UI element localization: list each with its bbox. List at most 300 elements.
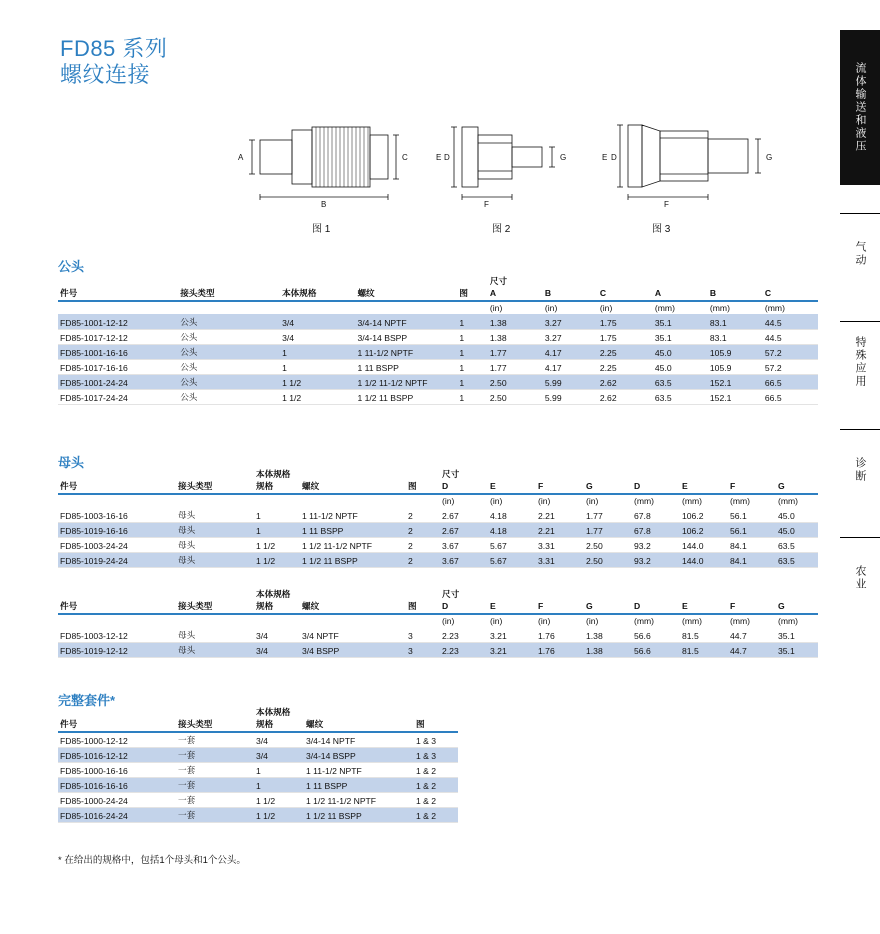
cell-thread: 1 1/2 11 BSPP: [300, 552, 406, 567]
cell-c-in: 2.62: [598, 374, 653, 389]
cell-e-in: 5.67: [488, 552, 536, 567]
section-heading-female: 母头: [58, 455, 85, 470]
cell-part: FD85-1001-24-24: [58, 374, 178, 389]
cell-d-mm: 67.8: [632, 522, 680, 537]
table-row: [58, 344, 818, 359]
table-female2-header-row: [58, 600, 818, 612]
cell-thread: 1 11-1/2 NPTF: [300, 507, 406, 522]
cell-c-in: 2.25: [598, 359, 653, 374]
cell-part: FD85-1016-16-16: [58, 778, 176, 793]
female-col-size-top: 本体规格: [256, 469, 291, 479]
side-tab-special-label: 特殊应用: [854, 335, 866, 388]
cell-size: 1: [254, 763, 304, 778]
page-title: [60, 36, 167, 88]
cell-part: FD85-1019-24-24: [58, 552, 176, 567]
page-title-series: FD85 系列: [60, 36, 168, 61]
page-title-subtitle: 螺纹连接: [60, 62, 151, 87]
cell-f-in: 1.76: [536, 642, 584, 657]
cell-b-in: 5.99: [543, 374, 598, 389]
figure2-label-e: E: [436, 153, 442, 162]
kits-col-fig: 图: [416, 719, 425, 729]
cell-a-in: 1.38: [488, 329, 543, 344]
female-col-part: 件号: [60, 481, 78, 491]
cell-e-in: 4.18: [488, 522, 536, 537]
table-row: [58, 374, 818, 389]
cell-f-in: 2.21: [536, 507, 584, 522]
table-female-header-row: [58, 480, 818, 492]
cell-fig: 1: [457, 329, 488, 344]
table-kits: [58, 706, 458, 823]
figure2-label-f: F: [484, 200, 489, 209]
male-dim-group-label: 尺寸: [489, 276, 508, 286]
kits-col-size: 规格: [256, 719, 274, 729]
female-col-g-in: G: [586, 481, 593, 491]
cell-thread: 1 11 BSPP: [300, 522, 406, 537]
female-col-thread: 螺纹: [302, 481, 320, 491]
female-unit-f-in: (in): [538, 496, 551, 506]
table-row: [58, 793, 458, 808]
cell-thread: 1 1/2 11-1/2 NPTF: [300, 537, 406, 552]
cell-f-in: 3.31: [536, 552, 584, 567]
female-col-f-in: F: [538, 481, 544, 491]
table-row: [58, 507, 818, 522]
female-unit-g-mm: (mm): [778, 496, 799, 506]
cell-d-mm: 67.8: [632, 507, 680, 522]
cell-size: 1 1/2: [280, 374, 355, 389]
cell-type: 公头: [178, 329, 280, 344]
male-col-fig: 图: [459, 288, 468, 298]
table-row: [58, 522, 818, 537]
cell-type: 一套: [176, 763, 254, 778]
cell-thread: 1 11 BSPP: [304, 778, 414, 793]
figure1-label-a: A: [238, 153, 244, 162]
table-male-header-row: [58, 287, 818, 299]
cell-type: 母头: [176, 522, 254, 537]
table-row: [58, 314, 818, 329]
table-kits-header-row: [58, 718, 458, 730]
female2-unit-f-in: (in): [538, 616, 551, 626]
male-unit-b-mm: (mm): [709, 303, 730, 313]
cell-fig: 1: [457, 314, 488, 329]
female2-col-thread: 螺纹: [302, 601, 320, 611]
cell-b-mm: 152.1: [708, 389, 763, 404]
cell-type: 一套: [176, 748, 254, 763]
cell-a-in: 1.77: [488, 344, 543, 359]
cell-fig: 1: [457, 374, 488, 389]
figure3-caption: 图 3: [652, 224, 671, 235]
female-col-size: 规格: [256, 481, 274, 491]
cell-b-in: 4.17: [543, 344, 598, 359]
cell-g-mm: 35.1: [776, 642, 818, 657]
cell-e-in: 4.18: [488, 507, 536, 522]
table-female2-units-row: [58, 614, 818, 627]
cell-fig: 2: [406, 522, 440, 537]
cell-fig: 1: [457, 359, 488, 374]
cell-fig: 1: [457, 344, 488, 359]
cell-g-in: 2.50: [584, 537, 632, 552]
figure3-label-g: G: [766, 153, 773, 162]
cell-thread: 3/4 BSPP: [300, 642, 406, 657]
female2-col-fig: 图: [408, 601, 417, 611]
female2-col-d-mm: D: [634, 601, 641, 611]
female2-col-g-mm: G: [778, 601, 785, 611]
cell-size: 1: [280, 359, 355, 374]
cell-size: 1 1/2: [254, 793, 304, 808]
table-row: [58, 732, 458, 748]
cell-type: 母头: [176, 507, 254, 522]
section-heading-kits: 完整套件*: [58, 693, 116, 708]
figure1-label-b: B: [321, 200, 327, 209]
cell-thread: 1 11 BSPP: [355, 359, 457, 374]
female-unit-g-in: (in): [586, 496, 599, 506]
cell-a-in: 1.77: [488, 359, 543, 374]
cell-c-mm: 66.5: [763, 389, 818, 404]
cell-e-in: 3.21: [488, 627, 536, 642]
cell-c-in: 2.62: [598, 389, 653, 404]
cell-c-mm: 44.5: [763, 314, 818, 329]
cell-fig: 3: [406, 627, 440, 642]
female2-unit-g-mm: (mm): [778, 616, 799, 626]
cell-e-mm: 81.5: [680, 627, 728, 642]
female-col-e-mm: E: [682, 481, 688, 491]
cell-d-in: 2.67: [440, 507, 488, 522]
cell-g-mm: 45.0: [776, 507, 818, 522]
cell-g-in: 1.77: [584, 507, 632, 522]
cell-d-mm: 93.2: [632, 537, 680, 552]
male-col-c-mm: C: [764, 288, 772, 298]
cell-fig: 2: [406, 507, 440, 522]
cell-part: FD85-1001-12-12: [58, 314, 178, 329]
side-tab-agriculture-label: 农业: [854, 564, 866, 591]
cell-f-mm: 84.1: [728, 552, 776, 567]
male-col-a-mm: A: [654, 288, 662, 298]
cell-g-in: 2.50: [584, 552, 632, 567]
female-unit-e-mm: (mm): [682, 496, 703, 506]
female-unit-e-in: (in): [490, 496, 503, 506]
male-unit-c-mm: (mm): [764, 303, 785, 313]
side-tab-hydraulic[interactable]: [840, 30, 880, 185]
figure1-label-c: C: [402, 153, 408, 162]
female2-dim-group-label: 尺寸: [442, 589, 460, 599]
cell-f-mm: 44.7: [728, 627, 776, 642]
table-female-secondary: [58, 588, 818, 658]
cell-size: 3/4: [280, 329, 355, 344]
cell-thread: 3/4-14 BSPP: [304, 748, 414, 763]
cell-size: 1: [280, 344, 355, 359]
cell-fig: 1 & 2: [414, 778, 458, 793]
cell-e-mm: 81.5: [680, 642, 728, 657]
cell-b-in: 5.99: [543, 389, 598, 404]
cell-size: 1: [254, 507, 300, 522]
cell-d-in: 2.67: [440, 522, 488, 537]
cell-a-mm: 35.1: [653, 314, 708, 329]
cell-d-mm: 93.2: [632, 552, 680, 567]
cell-fig: 2: [406, 537, 440, 552]
cell-g-mm: 63.5: [776, 537, 818, 552]
cell-g-in: 1.38: [584, 642, 632, 657]
cell-type: 母头: [176, 642, 254, 657]
cell-size: 3/4: [254, 642, 300, 657]
cell-a-in: 2.50: [488, 389, 543, 404]
cell-g-in: 1.77: [584, 522, 632, 537]
figure3-label-d: D: [611, 153, 617, 162]
female2-unit-d-mm: (mm): [634, 616, 655, 626]
table-row: [58, 763, 458, 778]
side-tab-pneumatic[interactable]: [840, 213, 880, 293]
cell-thread: 3/4-14 NPTF: [355, 314, 457, 329]
cell-thread: 1 1/2 11 BSPP: [355, 389, 457, 404]
cell-e-in: 5.67: [488, 537, 536, 552]
cell-type: 公头: [178, 389, 280, 404]
female-unit-f-mm: (mm): [730, 496, 751, 506]
male-col-type: 接头类型: [180, 288, 215, 298]
cell-part: FD85-1017-16-16: [58, 359, 178, 374]
cell-e-mm: 106.2: [680, 522, 728, 537]
male-col-c-in: C: [599, 288, 607, 298]
cell-f-mm: 44.7: [728, 642, 776, 657]
male-col-size: 本体规格: [282, 288, 317, 298]
cell-c-in: 1.75: [598, 314, 653, 329]
male-col-a-in: A: [489, 288, 497, 298]
male-col-thread: 螺纹: [357, 288, 375, 298]
cell-part: FD85-1001-16-16: [58, 344, 178, 359]
cell-g-mm: 45.0: [776, 522, 818, 537]
figure3-label-f: F: [664, 200, 669, 209]
cell-size: 1 1/2: [254, 537, 300, 552]
table-row: [58, 642, 818, 657]
cell-f-in: 3.31: [536, 537, 584, 552]
cell-d-in: 2.23: [440, 642, 488, 657]
female2-col-size-top: 本体规格: [256, 589, 291, 599]
cell-size: 3/4: [254, 748, 304, 763]
side-tab-diagnostic[interactable]: [840, 429, 880, 509]
cell-part: FD85-1016-24-24: [58, 808, 176, 823]
table-female-units-row: [58, 494, 818, 507]
female2-unit-g-in: (in): [586, 616, 599, 626]
figure1-caption: 图 1: [312, 224, 331, 235]
cell-part: FD85-1017-24-24: [58, 389, 178, 404]
female-col-e-in: E: [490, 481, 496, 491]
cell-e-mm: 106.2: [680, 507, 728, 522]
cell-c-mm: 44.5: [763, 329, 818, 344]
male-unit-b-in: (in): [544, 303, 558, 313]
cell-f-in: 1.76: [536, 627, 584, 642]
cell-thread: 1 11-1/2 NPTF: [304, 763, 414, 778]
cell-type: 公头: [178, 359, 280, 374]
cell-b-mm: 152.1: [708, 374, 763, 389]
cell-b-in: 3.27: [543, 314, 598, 329]
cell-part: FD85-1000-24-24: [58, 793, 176, 808]
cell-fig: 1: [457, 389, 488, 404]
cell-fig: 2: [406, 552, 440, 567]
table-row: [58, 389, 818, 404]
cell-fig: 1 & 2: [414, 808, 458, 823]
cell-b-in: 4.17: [543, 359, 598, 374]
cell-b-mm: 83.1: [708, 329, 763, 344]
figure2-caption: 图 2: [492, 224, 511, 235]
cell-thread: 1 1/2 11-1/2 NPTF: [355, 374, 457, 389]
cell-f-in: 2.21: [536, 522, 584, 537]
table-row: [58, 778, 458, 793]
cell-c-mm: 57.2: [763, 344, 818, 359]
cell-type: 母头: [176, 537, 254, 552]
cell-size: 1 1/2: [280, 389, 355, 404]
male-unit-a-mm: (mm): [654, 303, 675, 313]
cell-g-mm: 35.1: [776, 627, 818, 642]
cell-a-in: 1.38: [488, 314, 543, 329]
cell-part: FD85-1003-24-24: [58, 537, 176, 552]
male-col-part: 件号: [60, 288, 78, 298]
cell-c-mm: 66.5: [763, 374, 818, 389]
female2-unit-d-in: (in): [442, 616, 455, 626]
female2-unit-e-mm: (mm): [682, 616, 703, 626]
cell-part: FD85-1003-16-16: [58, 507, 176, 522]
male-col-b-mm: B: [709, 288, 717, 298]
cell-f-mm: 84.1: [728, 537, 776, 552]
cell-b-mm: 83.1: [708, 314, 763, 329]
table-row: [58, 552, 818, 567]
cell-d-in: 2.23: [440, 627, 488, 642]
cell-a-mm: 35.1: [653, 329, 708, 344]
table-male-units-row: [58, 301, 818, 314]
female-col-f-mm: F: [730, 481, 736, 491]
side-tab-diagnostic-label: 诊断: [854, 456, 866, 483]
table-row: [58, 627, 818, 642]
cell-g-mm: 63.5: [776, 552, 818, 567]
female2-col-type: 接头类型: [178, 601, 213, 611]
cell-b-mm: 105.9: [708, 359, 763, 374]
female2-col-e-in: E: [490, 601, 496, 611]
kits-col-part: 件号: [60, 719, 78, 729]
table-row: [58, 329, 818, 344]
male-col-b-in: B: [544, 288, 552, 298]
side-tab-hydraulic-label: 流体输送和液压: [854, 62, 866, 153]
female2-col-g-in: G: [586, 601, 593, 611]
cell-type: 公头: [178, 344, 280, 359]
table-row: [58, 808, 458, 823]
female-col-d-mm: D: [634, 481, 641, 491]
table-row: [58, 748, 458, 763]
cell-part: FD85-1003-12-12: [58, 627, 176, 642]
cell-d-mm: 56.6: [632, 627, 680, 642]
female-col-fig: 图: [408, 481, 417, 491]
side-tab-nav: [840, 30, 880, 620]
cell-size: 1: [254, 522, 300, 537]
female-unit-d-mm: (mm): [634, 496, 655, 506]
figure-drawings: [230, 105, 790, 235]
female-col-g-mm: G: [778, 481, 785, 491]
cell-e-mm: 144.0: [680, 552, 728, 567]
figure-group: [230, 105, 790, 240]
cell-d-mm: 56.6: [632, 642, 680, 657]
cell-part: FD85-1017-12-12: [58, 329, 178, 344]
cell-f-mm: 56.1: [728, 522, 776, 537]
cell-fig: 1 & 2: [414, 763, 458, 778]
table-kits-subhead-row: [58, 706, 458, 718]
female2-unit-e-in: (in): [490, 616, 503, 626]
cell-b-mm: 105.9: [708, 344, 763, 359]
cell-fig: 1 & 3: [414, 748, 458, 763]
cell-type: 母头: [176, 552, 254, 567]
side-tab-special[interactable]: [840, 321, 880, 401]
kits-col-size-top: 本体规格: [256, 707, 291, 717]
cell-a-mm: 63.5: [653, 374, 708, 389]
cell-part: FD85-1019-16-16: [58, 522, 176, 537]
cell-type: 公头: [178, 314, 280, 329]
figure2-label-d: D: [444, 153, 450, 162]
table-female2-subhead-row: [58, 588, 818, 600]
table-male: [58, 275, 818, 405]
cell-type: 公头: [178, 374, 280, 389]
cell-thread: 1 1/2 11 BSPP: [304, 808, 414, 823]
cell-e-in: 3.21: [488, 642, 536, 657]
cell-e-mm: 144.0: [680, 537, 728, 552]
figure3-label-e: E: [602, 153, 608, 162]
side-tab-agriculture[interactable]: [840, 537, 880, 617]
female2-col-f-mm: F: [730, 601, 736, 611]
cell-type: 一套: [176, 808, 254, 823]
male-unit-a-in: (in): [489, 303, 503, 313]
cell-g-in: 1.38: [584, 627, 632, 642]
table-row: [58, 537, 818, 552]
cell-size: 3/4: [254, 732, 304, 748]
cell-thread: 3/4-14 BSPP: [355, 329, 457, 344]
cell-size: 1: [254, 778, 304, 793]
female-col-type: 接头类型: [178, 481, 213, 491]
cell-thread: 3/4-14 NPTF: [304, 732, 414, 748]
female2-unit-f-mm: (mm): [730, 616, 751, 626]
cell-a-mm: 63.5: [653, 389, 708, 404]
kits-col-thread: 螺纹: [306, 719, 324, 729]
cell-type: 一套: [176, 732, 254, 748]
kits-col-type: 接头类型: [178, 719, 213, 729]
cell-size: 3/4: [254, 627, 300, 642]
male-unit-c-in: (in): [599, 303, 613, 313]
cell-part: FD85-1019-12-12: [58, 642, 176, 657]
female-dim-group-label: 尺寸: [442, 469, 460, 479]
cell-thread: 1 1/2 11-1/2 NPTF: [304, 793, 414, 808]
female-unit-d-in: (in): [442, 496, 455, 506]
cell-part: FD85-1016-12-12: [58, 748, 176, 763]
female2-col-e-mm: E: [682, 601, 688, 611]
female-col-d-in: D: [442, 481, 449, 491]
cell-c-mm: 57.2: [763, 359, 818, 374]
cell-size: 1 1/2: [254, 552, 300, 567]
table-male-dimension-header-row: [58, 275, 818, 287]
female2-col-d-in: D: [442, 601, 449, 611]
cell-f-mm: 56.1: [728, 507, 776, 522]
cell-type: 母头: [176, 627, 254, 642]
cell-fig: 3: [406, 642, 440, 657]
table-row: [58, 359, 818, 374]
female2-col-part: 件号: [60, 601, 78, 611]
figure2-label-g: G: [560, 153, 567, 162]
cell-a-mm: 45.0: [653, 359, 708, 374]
cell-size: 3/4: [280, 314, 355, 329]
cell-c-in: 2.25: [598, 344, 653, 359]
female2-col-size: 规格: [256, 601, 274, 611]
cell-type: 一套: [176, 793, 254, 808]
table-female-subhead-row: [58, 468, 818, 480]
side-tab-pneumatic-label: 气动: [854, 240, 866, 267]
cell-type: 一套: [176, 778, 254, 793]
cell-thread: 1 11-1/2 NPTF: [355, 344, 457, 359]
cell-part: FD85-1000-12-12: [58, 732, 176, 748]
cell-size: 1 1/2: [254, 808, 304, 823]
cell-a-mm: 45.0: [653, 344, 708, 359]
footnote-text: * 在给出的规格中，包括1个母头和1个公头。: [58, 855, 246, 866]
table-female: [58, 468, 818, 568]
